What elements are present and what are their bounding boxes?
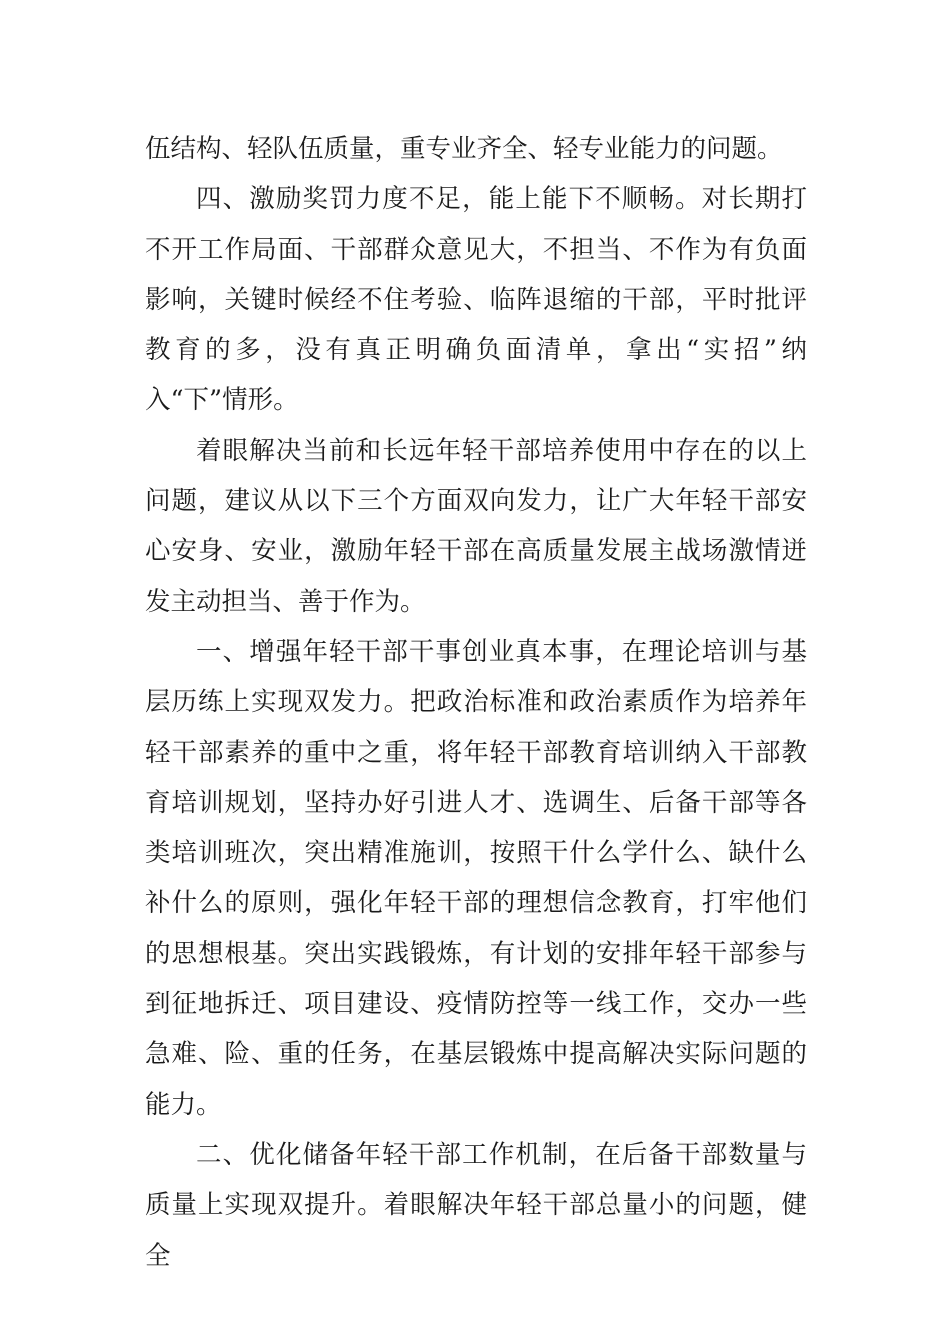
body-text	[145, 124, 807, 1281]
paragraph-overview: 着眼解决当前和长远年轻干部培养使用中存在的以上问题，建议从以下三个方面双向发力，让广大年轻干部安心安身、安业，激励年轻干部在高质量发展主战场激情迸发主动担当、善于作为。	[145, 435, 807, 617]
paragraph-section-four: 四、激励奖罚力度不足，能上能下不顺畅。对长期打不开工作局面、干部群众意见大，不担当、不作为有负面影响，关键时候经不住考验、临阵退缩的干部，平时批评教育的多，没有真正明确负面清单，拿出“实招”纳入“下”情形。	[145, 184, 807, 416]
paragraph-section-one: 一、增强年轻干部干事创业真本事，在理论培训与基层历练上实现双发力。把政治标准和政治素质作为培养年轻干部素养的重中之重，将年轻干部教育培训纳入干部教育培训规划，坚持办好引进人才、选调生、后备干部等各类培训班次，突出精准施训，按照干什么学什么、缺什么补什么的原则，强化年轻干部的理想信念教育，打牢他们的思想根基。突出实践锻炼，有计划的安排年轻干部参与到征地拆迁、项目建设、疫情防控等一线工作，交办一些急难、险、重的任务，在基层锻炼中提高解决实际问题的能力。	[145, 636, 807, 1120]
paragraph-continuation: 伍结构、轻队伍质量，重专业齐全、轻专业能力的问题。	[145, 134, 783, 164]
paragraph-section-two: 二、优化储备年轻干部工作机制，在后备干部数量与质量上实现双提升。着眼解决年轻干部总量小的问题，健全	[145, 1139, 807, 1271]
